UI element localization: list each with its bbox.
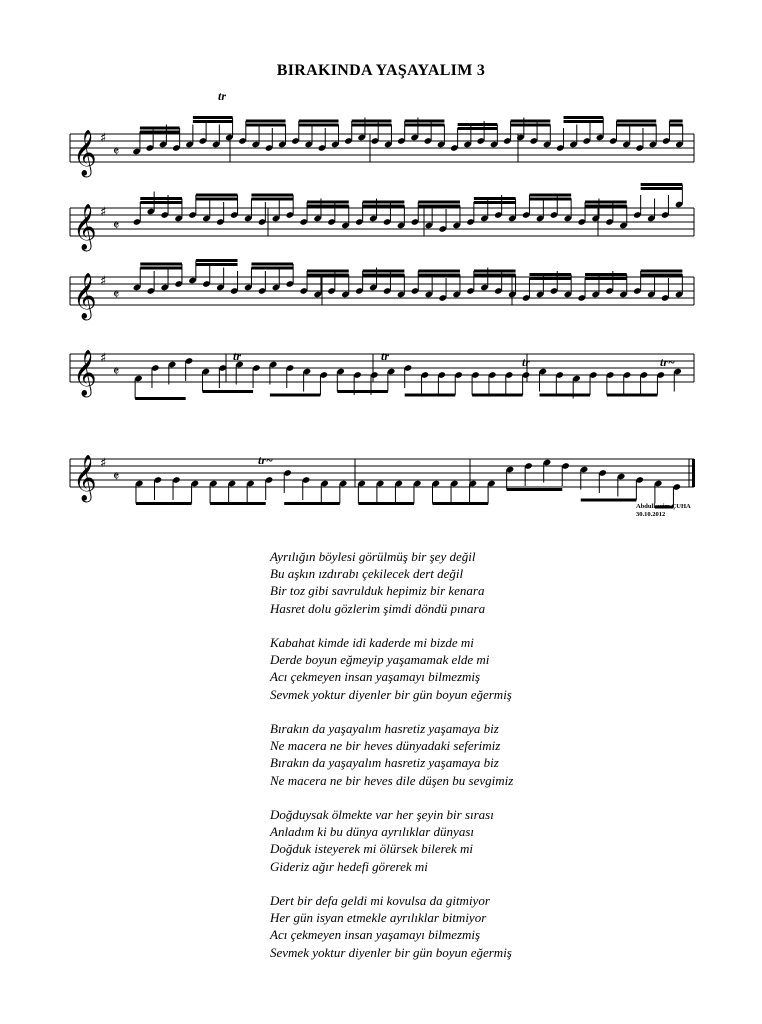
composer-credit (636, 503, 746, 519)
lyric-line: Kabahat kimde idi kaderde mi bizde mi (270, 635, 474, 650)
lyrics-stanza (270, 548, 690, 617)
lyrics-block (270, 548, 690, 978)
lyric-line: Gideriz ağır hedefi görerek mi (270, 858, 428, 874)
treble-clef-icon: 𝄞 (73, 204, 97, 250)
lyric-line: Sevmek yoktur diyenler bir gün boyun eğermiş (270, 686, 512, 702)
time-signature-icon: 𝄵 (113, 364, 120, 380)
lyric-line: Doğduysak ölmekte var her şeyin bir sırası (270, 807, 494, 822)
composition-date: 30.10.2012 (636, 511, 666, 518)
staff-system (70, 261, 694, 322)
trill-ornament: tr~ (258, 453, 273, 467)
sharp-icon: ♯ (100, 131, 107, 146)
lyric-line: Hasret dolu gözlerim şimdi döndü pınara (270, 600, 486, 616)
lyric-line: Ayrılığın böylesi görülmüş bir şey değil (270, 549, 476, 564)
lyric-line: Doğduk isteyerek mi ölürsek bilerek mi (270, 841, 473, 857)
sharp-icon: ♯ (100, 456, 107, 471)
time-signature-icon: 𝄵 (113, 469, 120, 485)
treble-clef-icon: 𝄞 (73, 130, 97, 176)
lyric-line: Bu aşkın ızdırabı çekilecek dert değil (270, 566, 464, 582)
lyrics-stanza (270, 634, 690, 703)
trill-ornament: tr (522, 355, 531, 369)
lyric-line: Ne macera ne bir heves dünyadaki seferimiz (270, 738, 501, 754)
sharp-icon: ♯ (100, 205, 107, 220)
final-barline (692, 459, 695, 487)
trill-ornament: tr (381, 349, 390, 363)
lyric-line: Bırakın da yaşayalım hasretiz yaşamaya biz (270, 755, 499, 771)
lyric-line: Ne macera ne bir heves dile düşen bu sevgimiz (270, 772, 514, 788)
lyric-line: Sevmek yoktur diyenler bir gün boyun eğermiş (270, 944, 512, 960)
lyric-line: Bir toz gibi savrulduk hepimiz bir kenara (270, 583, 485, 599)
lyric-line: Her gün isyan etmekle ayrılıklar bitmiyor (270, 910, 487, 926)
lyric-line: Anladım ki bu dünya ayrılıklar dünyası (270, 824, 475, 840)
treble-clef-icon: 𝄞 (73, 455, 97, 501)
staff-system (70, 118, 694, 179)
composer-name: Abdulkerim ÇUHA (636, 503, 691, 510)
sharp-icon: ♯ (100, 274, 107, 289)
lyrics-stanza (270, 892, 690, 961)
lyrics-stanza (270, 720, 690, 789)
score-title: BIRAKINDA YAŞAYALIM 3 (276, 62, 486, 79)
lyrics-stanza (270, 806, 690, 875)
trill-ornament: tr (233, 349, 242, 363)
trill-ornament: tr (218, 89, 227, 103)
lyric-line: Bırakın da yaşayalım hasretiz yaşamaya biz (270, 721, 499, 736)
lyric-line: Dert bir defa geldi mi kovulsa da gitmiyor (270, 893, 490, 908)
time-signature-icon: 𝄵 (113, 287, 120, 303)
lyric-line: Derde boyun eğmeyip yaşamamak elde mi (270, 652, 490, 668)
sharp-icon: ♯ (100, 351, 107, 366)
time-signature-icon: 𝄵 (113, 218, 120, 234)
lyric-line: Acı çekmeyen insan yaşamayı bilmezmiş (270, 669, 481, 685)
staff-system (70, 455, 695, 507)
staff-system (70, 185, 694, 253)
lyric-line: Acı çekmeyen insan yaşamayı bilmezmiş (270, 927, 481, 943)
treble-clef-icon: 𝄞 (73, 273, 97, 319)
treble-clef-icon: 𝄞 (73, 350, 97, 396)
trill-ornament: tr~ (660, 355, 675, 369)
time-signature-icon: 𝄵 (113, 144, 120, 160)
